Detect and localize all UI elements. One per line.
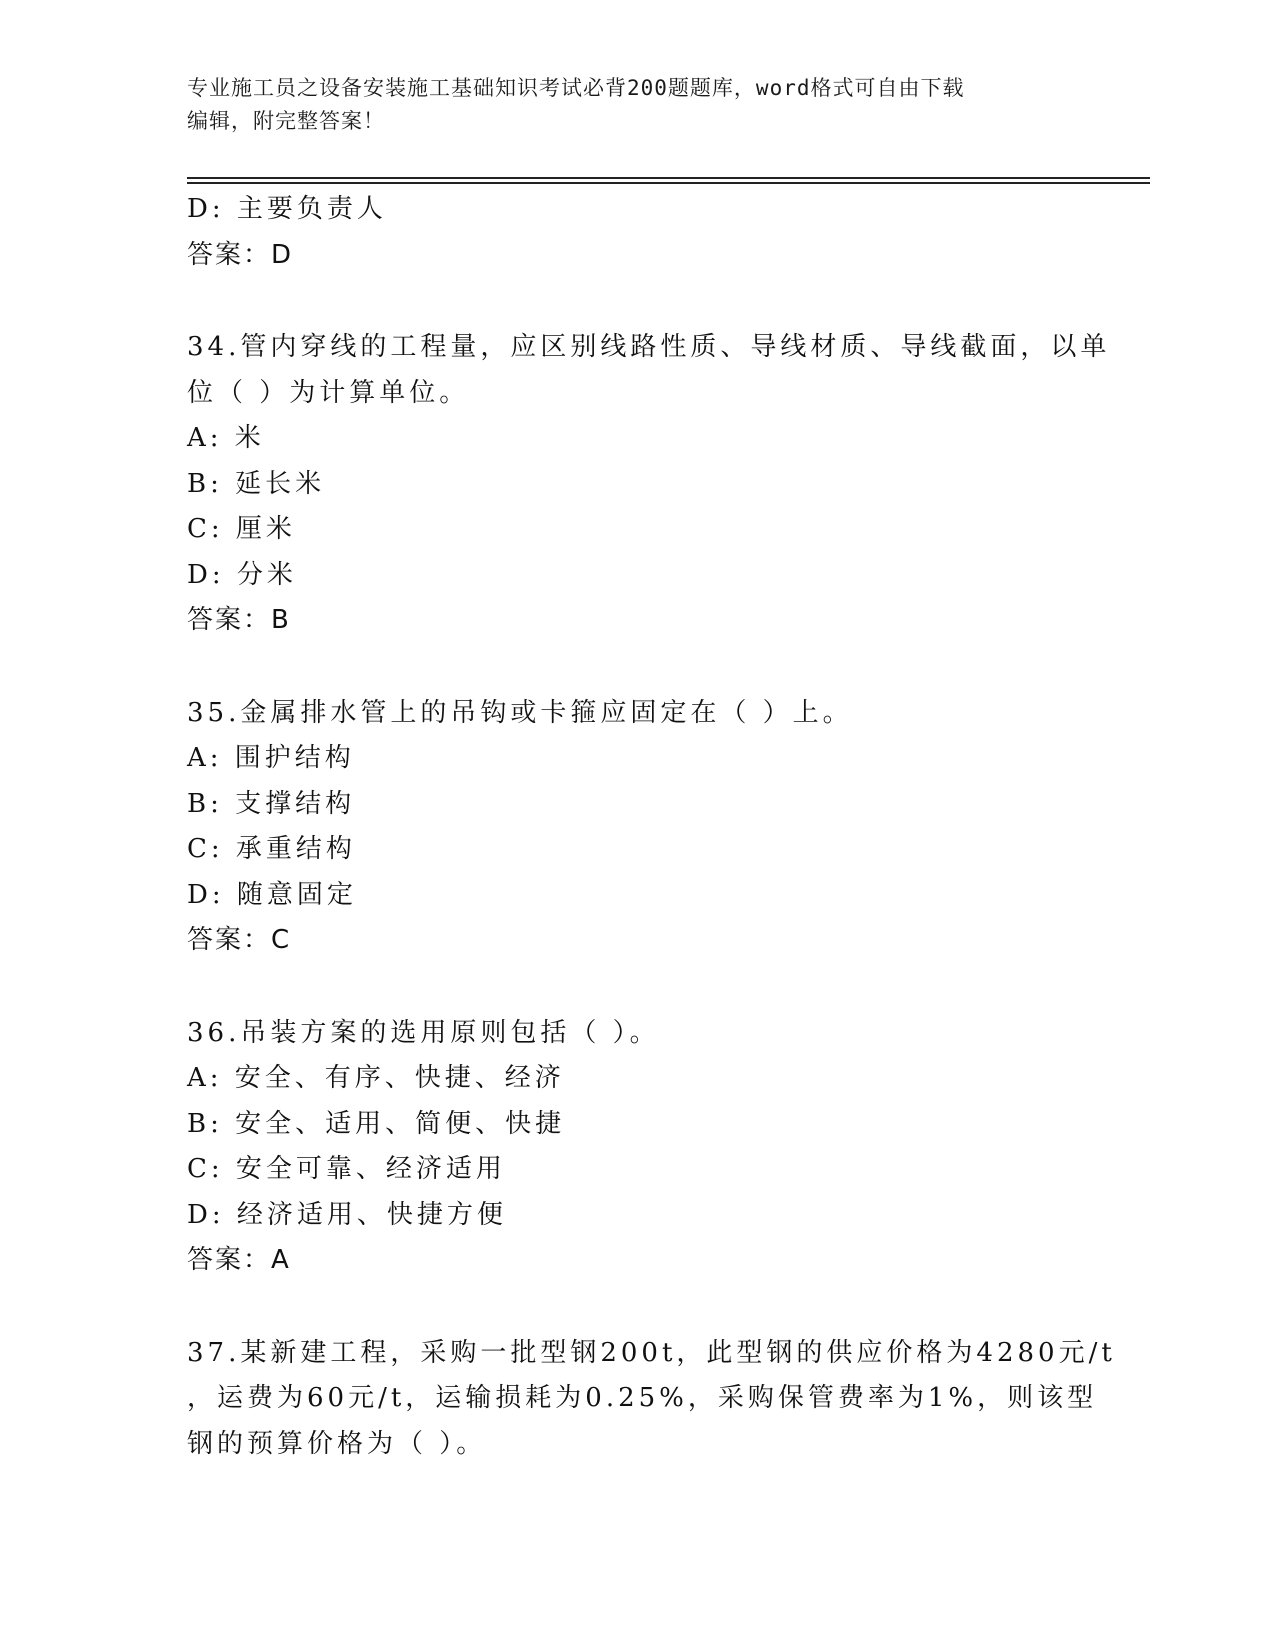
question-text-line: 37.某新建工程，采购一批型钢200t，此型钢的供应价格为4280元/t bbox=[187, 1337, 1116, 1368]
answer-line: 答案：D bbox=[187, 239, 294, 270]
header-line-2: 编辑，附完整答案！ bbox=[187, 109, 385, 133]
option-b: B: 延长米 bbox=[187, 468, 326, 499]
header-divider-bottom bbox=[187, 182, 1150, 184]
question-text-line: 钢的预算价格为（ ）。 bbox=[187, 1428, 487, 1459]
option-d: D: 随意固定 bbox=[187, 879, 357, 910]
option-c: C: 厘米 bbox=[187, 514, 296, 544]
question-36 bbox=[187, 1011, 1087, 1284]
question-35 bbox=[187, 691, 1087, 964]
option-a: A: 围护结构 bbox=[187, 743, 355, 773]
question-34 bbox=[187, 325, 1111, 644]
question-text-line: 位（ ）为计算单位。 bbox=[187, 377, 470, 408]
question-text-line: 34.管内穿线的工程量，应区别线路性质、导线材质、导线截面，以单 bbox=[187, 332, 1111, 362]
option-b: B: 支撑结构 bbox=[187, 788, 356, 819]
question-text-line: 36.吊装方案的选用原则包括（ ）。 bbox=[187, 1017, 660, 1048]
question-list bbox=[187, 187, 1116, 1467]
answer-line: 答案：A bbox=[187, 1245, 291, 1275]
option-c: C: 承重结构 bbox=[187, 834, 356, 864]
option-a: A: 米 bbox=[187, 423, 265, 453]
answer-line: 答案：B bbox=[187, 605, 291, 635]
header-line-1: 专业施工员之设备安装施工基础知识考试必背200题题库，word格式可自由下载 bbox=[187, 76, 965, 100]
option-d: D: 经济适用、快捷方便 bbox=[187, 1199, 507, 1230]
question-text-line: ，运费为60元/t，运输损耗为0.25%，采购保管费率为1%，则该型 bbox=[187, 1383, 1098, 1413]
question-37 bbox=[187, 1331, 1116, 1468]
option-d: D: 分米 bbox=[187, 559, 297, 590]
option-c: C: 安全可靠、经济适用 bbox=[187, 1154, 506, 1184]
previous-question-tail bbox=[187, 187, 1087, 278]
option-b: B: 安全、适用、简便、快捷 bbox=[187, 1108, 566, 1139]
option-a: A: 安全、有序、快捷、经济 bbox=[187, 1063, 565, 1093]
answer-line: 答案：C bbox=[187, 925, 292, 955]
option-d: D: 主要负责人 bbox=[187, 194, 387, 224]
header-divider-top bbox=[187, 177, 1150, 179]
document-header bbox=[187, 72, 1067, 138]
question-text-line: 35.金属排水管上的吊钩或卡箍应固定在（ ）上。 bbox=[187, 697, 853, 728]
